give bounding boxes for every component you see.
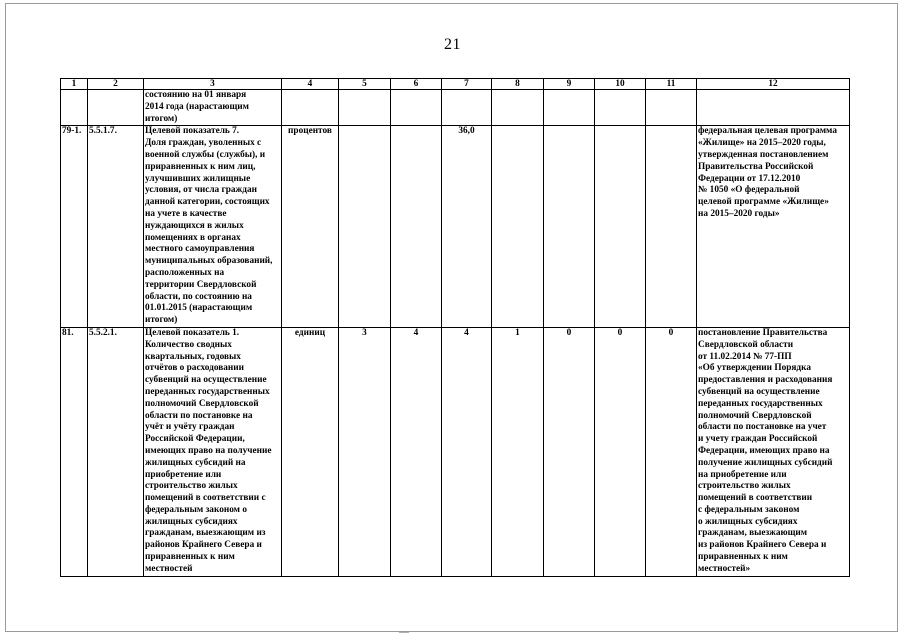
row-number: 79-1. (61, 126, 88, 328)
row-number: 81. (61, 327, 88, 576)
header-col-1: 1 (61, 79, 88, 90)
header-col-10: 10 (595, 79, 646, 90)
table-row (61, 90, 850, 126)
value-col-6: 4 (391, 327, 442, 576)
value-col-9 (544, 90, 595, 126)
header-col-5: 5 (339, 79, 391, 90)
value-col-9 (544, 126, 595, 328)
header-col-3: 3 (144, 79, 282, 90)
header-col-7: 7 (442, 79, 492, 90)
value-col-8 (492, 126, 544, 328)
header-col-4: 4 (282, 79, 339, 90)
value-col-6 (391, 90, 442, 126)
value-col-10 (595, 126, 646, 328)
header-col-8: 8 (492, 79, 544, 90)
item-code (88, 90, 144, 126)
value-col-9: 0 (544, 327, 595, 576)
header-col-12: 12 (697, 79, 850, 90)
unit: процентов (282, 126, 339, 328)
value-col-7: 4 (442, 327, 492, 576)
table-row (61, 327, 850, 576)
row-number (61, 90, 88, 126)
value-col-7: 36,0 (442, 126, 492, 328)
value-col-11 (646, 90, 697, 126)
header-col-9: 9 (544, 79, 595, 90)
indicator-name: состоянию на 01 января 2014 года (нарастающим итогом) (144, 90, 282, 126)
scan-mark (399, 632, 409, 633)
indicator-name: Целевой показатель 1. Количество сводных квартальных, годовых отчётов о расходовании субвенций на осуществление переданных государственных полномочий Свердловской области по постановке на учёт и учёту граждан Российской Федерации, имеющих право на получение жилищных субсидий на приобретение или строительство жилых помещений в соответствии с федеральным законом о жилищных субсидиях гражданам, выезжающим из районов Крайнего Севера и приравненных к ним местностей (144, 327, 282, 576)
source-document: постановление Правительства Свердловской области от 11.02.2014 № 77-ПП «Об утверждении Порядка предоставления и расходования субвенций на осуществление переданных государственных полномочий Свердловской области по постановке на учет и учету граждан Российской Федерации, имеющих право на получение жилищных субсидий на приобретение или строительство жилых помещений в соответствии с федеральным законом о жилищных субсидиях гражданам, выезжающим из районов Крайнего Севера и приравненных к ним местностей» (697, 327, 850, 576)
unit (282, 90, 339, 126)
value-col-6 (391, 126, 442, 328)
source-document: федеральная целевая программа «Жилище» на 2015–2020 годы, утвержденная постановлением Правительства Российской Федерации от 17.12.2010 № 1050 «О федеральной целевой программе «Жилище» на 2015–2020 годы» (697, 126, 850, 328)
value-col-10 (595, 90, 646, 126)
item-code: 5.5.2.1. (88, 327, 144, 576)
page-number: 21 (444, 36, 461, 53)
value-col-11 (646, 126, 697, 328)
item-code: 5.5.1.7. (88, 126, 144, 328)
indicator-name: Целевой показатель 7. Доля граждан, уволенных с военной службы (службы), и приравненных к ним лиц, улучшивших жилищные условия, от числа граждан данной категории, состоящих на учете в качестве нуждающихся в жилых помещениях в органах местного самоуправления муниципальных образований, расположенных на территории Свердловской области, по состоянию на 01.01.2015 (нарастающим итогом) (144, 126, 282, 328)
value-col-8 (492, 90, 544, 126)
value-col-8: 1 (492, 327, 544, 576)
header-col-6: 6 (391, 79, 442, 90)
value-col-5: 3 (339, 327, 391, 576)
value-col-10: 0 (595, 327, 646, 576)
indicator-table (60, 78, 850, 577)
header-row (61, 79, 850, 90)
value-col-7 (442, 90, 492, 126)
unit: единиц (282, 327, 339, 576)
source-document (697, 90, 850, 126)
table-row (61, 126, 850, 328)
header-col-11: 11 (646, 79, 697, 90)
value-col-5 (339, 90, 391, 126)
value-col-11: 0 (646, 327, 697, 576)
value-col-5 (339, 126, 391, 328)
header-col-2: 2 (88, 79, 144, 90)
